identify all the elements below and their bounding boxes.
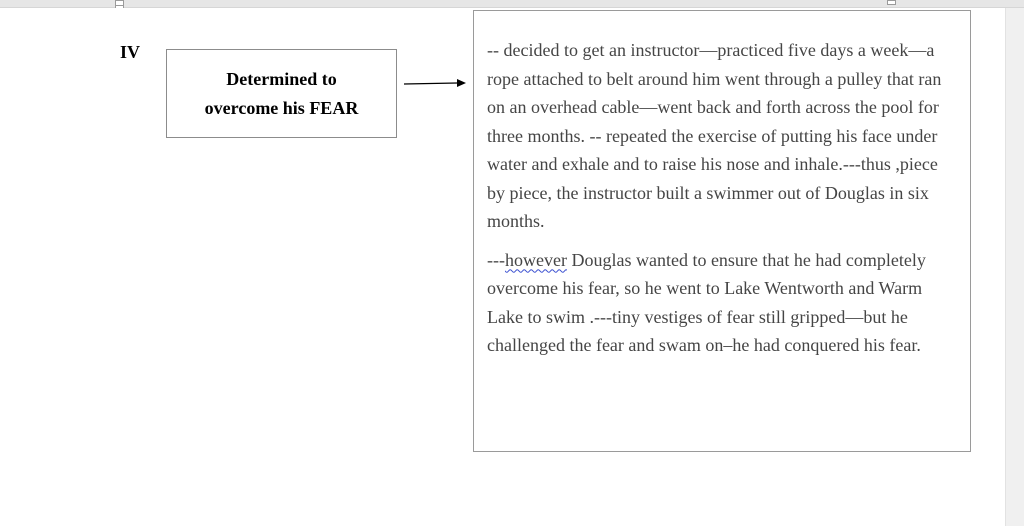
theme-line-2: overcome his FEAR xyxy=(204,97,359,118)
theme-line-1: Determined to xyxy=(226,68,337,89)
detail-paragraph-1: -- decided to get an instructor—practiced five days a week—a rope attached to belt around him went through a pulley that ran on an overhead cable—went back and forth across the pool for three months. -- repeated the exercise of putting his face under water and exhale and to raise his nose and inhale.---thus ,piece by piece, the instructor built a swimmer out of Douglas in six months. xyxy=(487,40,942,231)
detail-paragraph-2 xyxy=(487,246,960,360)
paragraph-2-prefix: --- xyxy=(487,249,505,270)
right-indent-marker[interactable] xyxy=(887,0,896,5)
paragraph-2-rest: Douglas wanted to ensure that he had completely overcome his fear, so he went to Lake Wentworth and Warm Lake to swim .---tiny vestiges of fear still gripped—but he challenged the fear and swam on–he had conquered his fear. xyxy=(487,249,926,355)
right-arrow-icon xyxy=(404,77,466,91)
theme-box xyxy=(166,49,397,138)
spellcheck-flagged-word[interactable]: however xyxy=(504,249,567,270)
vertical-scroll-gutter[interactable] xyxy=(1005,8,1024,526)
section-number: IV xyxy=(120,42,141,62)
ruler-strip xyxy=(0,0,1024,8)
detail-box xyxy=(473,10,971,452)
